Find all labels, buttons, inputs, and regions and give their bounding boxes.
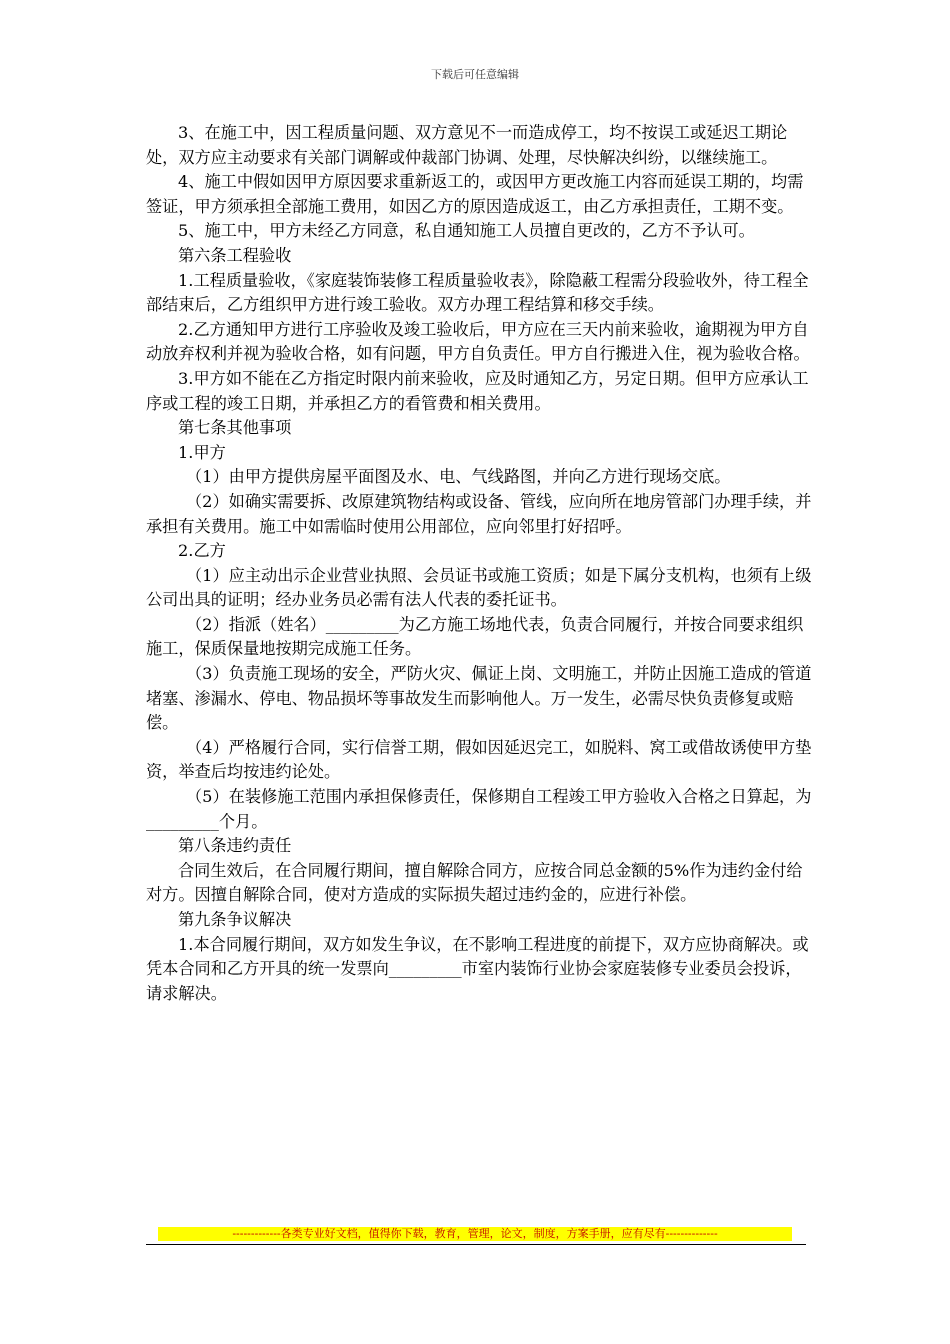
article-9-heading: 第九条争议解决: [178, 910, 292, 929]
article-6-heading: 第六条工程验收: [178, 245, 292, 265]
clause-9-1: 1.本合同履行期间，双方如发生争议，在不影响工程进度的前提下，双方应协商解决。或凭本合同和乙方开具的统一发票向_________市室内装饰行业协会家庭装修专业委员会投诉，请求解决。: [146, 934, 809, 1003]
clause-6-3: 3.甲方如不能在乙方指定时限内前来验收，应及时通知乙方，另定日期。但甲方应承认工序或工程的竣工日期，并承担乙方的看管费和相关费用。: [146, 368, 809, 413]
party-b-item-3: （3）负责施工现场的安全，严防火灾、佩证上岗、文明施工，并防止因施工造成的管道堵塞、渗漏水、停电、物品损坏等事故发生而影响他人。万一发生，必需尽快负责修复或赔偿。: [146, 664, 812, 733]
clause-8-body: 合同生效后，在合同履行期间，擅自解除合同方，应按合同总金额的5%作为违约金付给对方。因擅自解除合同，使对方造成的实际损失超过违约金的，应进行补偿。: [146, 860, 803, 905]
clause-5-5: 5、施工中，甲方未经乙方同意，私自通知施工人员擅自更改的，乙方不予认可。: [178, 221, 755, 241]
party-b-item-5: （5）在装修施工范围内承担保修责任，保修期自工程竣工甲方验收入合格之日算起，为_________个月。: [146, 787, 812, 831]
footer-banner: -------------各类专业好文档，值得你下载，教育，管理，论文，制度，方案手册，应有尽有--------------: [158, 1227, 792, 1241]
party-b-heading: 2.乙方: [178, 541, 226, 561]
party-a-item-1: （1）由甲方提供房屋平面图及水、电、气线路图，并向乙方进行现场交底。: [186, 467, 731, 487]
article-8-heading: 第八条违约责任: [178, 836, 292, 856]
party-a-heading: 1.甲方: [178, 442, 226, 462]
party-b-item-4: （4）严格履行合同，实行信誉工期，假如因延迟完工，如脱料、窝工或借故诱使甲方垫资，举查后均按违约论处。: [146, 737, 812, 782]
party-a-item-2: （2）如确实需要拆、改原建筑物结构或设备、管线，应向所在地房管部门办理手续，并承担有关费用。施工中如需临时使用公用部位，应向邻里打好招呼。: [146, 491, 812, 536]
clause-5-3: 3、在施工中，因工程质量问题、双方意见不一而造成停工，均不按误工或延迟工期论处，双方应主动要求有关部门调解或仲裁部门协调、处理，尽快解决纠纷，以继续施工。: [146, 123, 788, 167]
page-header: 下载后可任意编辑: [431, 68, 519, 81]
party-b-item-1: （1）应主动出示企业营业执照、会员证书或施工资质；如是下属分支机构，也须有上级公司出具的证明；经办业务员必需有法人代表的委托证书。: [146, 565, 812, 610]
footer-divider: [146, 1244, 806, 1245]
party-b-item-2: （2）指派（姓名）_________为乙方施工场地代表，负责合同履行，并按合同要求组织施工，保质保量地按期完成施工任务。: [146, 614, 804, 659]
article-7-heading: 第七条其他事项: [178, 418, 292, 438]
clause-5-4: 4、施工中假如因甲方原因要求重新返工的，或因甲方更改施工内容而延误工期的，均需签证，甲方须承担全部施工费用，如因乙方的原因造成返工，由乙方承担责任，工期不变。: [146, 172, 804, 216]
clause-6-2: 2.乙方通知甲方进行工序验收及竣工验收后，甲方应在三天内前来验收，逾期视为甲方自动放弃权利并视为验收合格，如有问题，甲方自负责任。甲方自行搬进入住，视为验收合格。: [146, 319, 810, 364]
clause-6-1: 1.工程质量验收，《家庭装饰装修工程质量验收表》，除隐蔽工程需分段验收外，待工程全部结束后，乙方组织甲方进行竣工验收。双方办理工程结算和移交手续。: [146, 270, 809, 315]
document-body: [146, 121, 812, 1006]
